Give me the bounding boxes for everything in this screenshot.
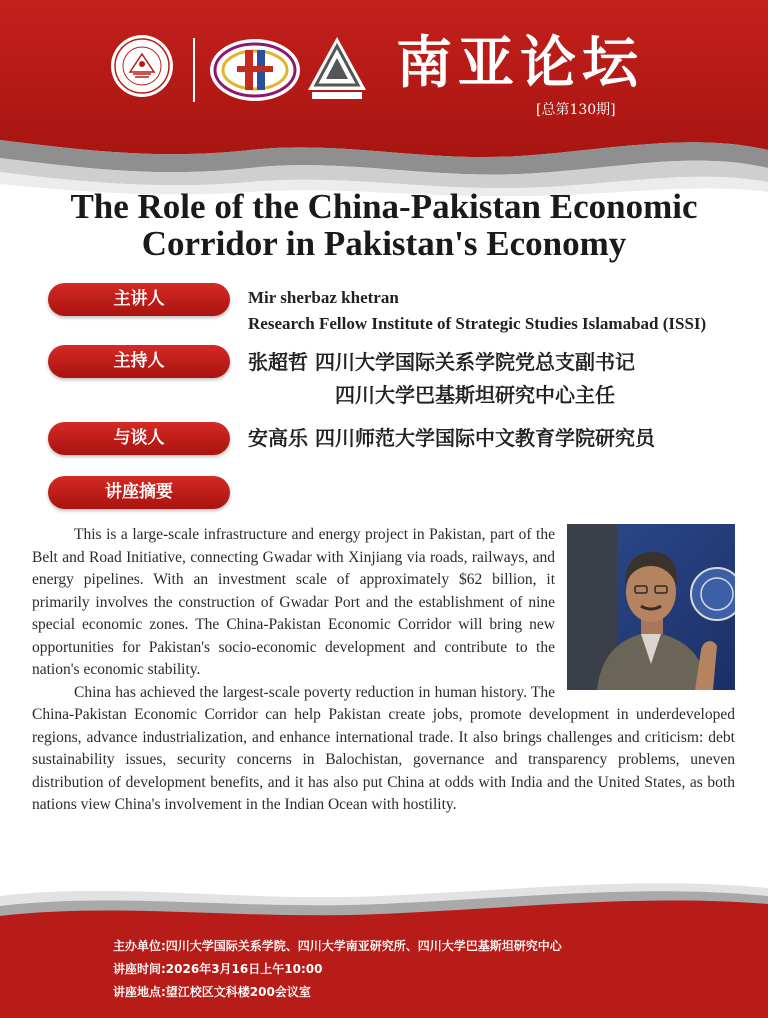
key-research-institute-logo (207, 36, 303, 104)
discussant-label: 与谈人 (48, 422, 230, 455)
logo-divider (193, 38, 195, 102)
footer-organizers: 主办单位:四川大学国际关系学院、四川大学南亚研究所、四川大学巴基斯坦研究中心 (113, 939, 562, 953)
host-label: 主持人 (48, 345, 230, 378)
speaker-affiliation: Research Fellow Institute of Strategic Studies Islamabad (ISSI) (248, 314, 707, 333)
sichuan-university-logo (110, 34, 174, 98)
speaker-name: Mir sherbaz khetran (248, 288, 399, 307)
host-second-title: 四川大学巴基斯坦研究中心主任 (335, 383, 615, 407)
abstract-paragraph-1: This is a large-scale infrastructure and energy project in Pakistan, part of the Belt and Road Initiative, connecting Gwadar with Xinjiang via roads, railways, and energy pipelines. With an investment scale of approximately $62 billion, it primarily involves the construction of Gwadar Port and the establishment of nine special economic zones. The China-Pakistan Economic Corridor will bring new opportunities for Pakistan's socio-economic development and contribute to the nation's economic stability. (32, 526, 555, 678)
lecture-title: The Role of the China-Pakistan Economic Corridor in Pakistan's Economy (70, 187, 698, 263)
discussant-name-title: 安高乐 四川师范大学国际中文教育学院研究员 (248, 426, 655, 450)
host-name-title: 张超哲 四川大学国际关系学院党总支副书记 (248, 350, 635, 374)
issue-number: [总第130期] (536, 102, 616, 118)
south-asian-studies-logo (306, 34, 368, 104)
footer-venue: 讲座地点:望江校区文科楼200会议室 (113, 985, 311, 999)
speaker-label: 主讲人 (48, 283, 230, 316)
forum-title: 南亚论坛 (396, 30, 644, 96)
abstract-label: 讲座摘要 (48, 476, 230, 509)
abstract (32, 524, 735, 817)
abstract-paragraph-2: China has achieved the largest-scale poverty reduction in human history. The China-Pakistan Economic Corridor can help Pakistan create jobs, promote development in underdeveloped regions, advance industrialization, and enhance international trade. It also brings challenges and criticism: debt sustainability issues, security concerns in Balochistan, governance and transparency problems, uneven distribution of development benefits, and it has also put China at odds with India and the United States, as both nations view China's involvement in the Indian Ocean with hostility. (32, 683, 735, 813)
speaker-photo (567, 524, 735, 690)
header-background (0, 0, 768, 200)
footer-time: 讲座时间:2026年3月16日上午10:00 (113, 962, 323, 976)
